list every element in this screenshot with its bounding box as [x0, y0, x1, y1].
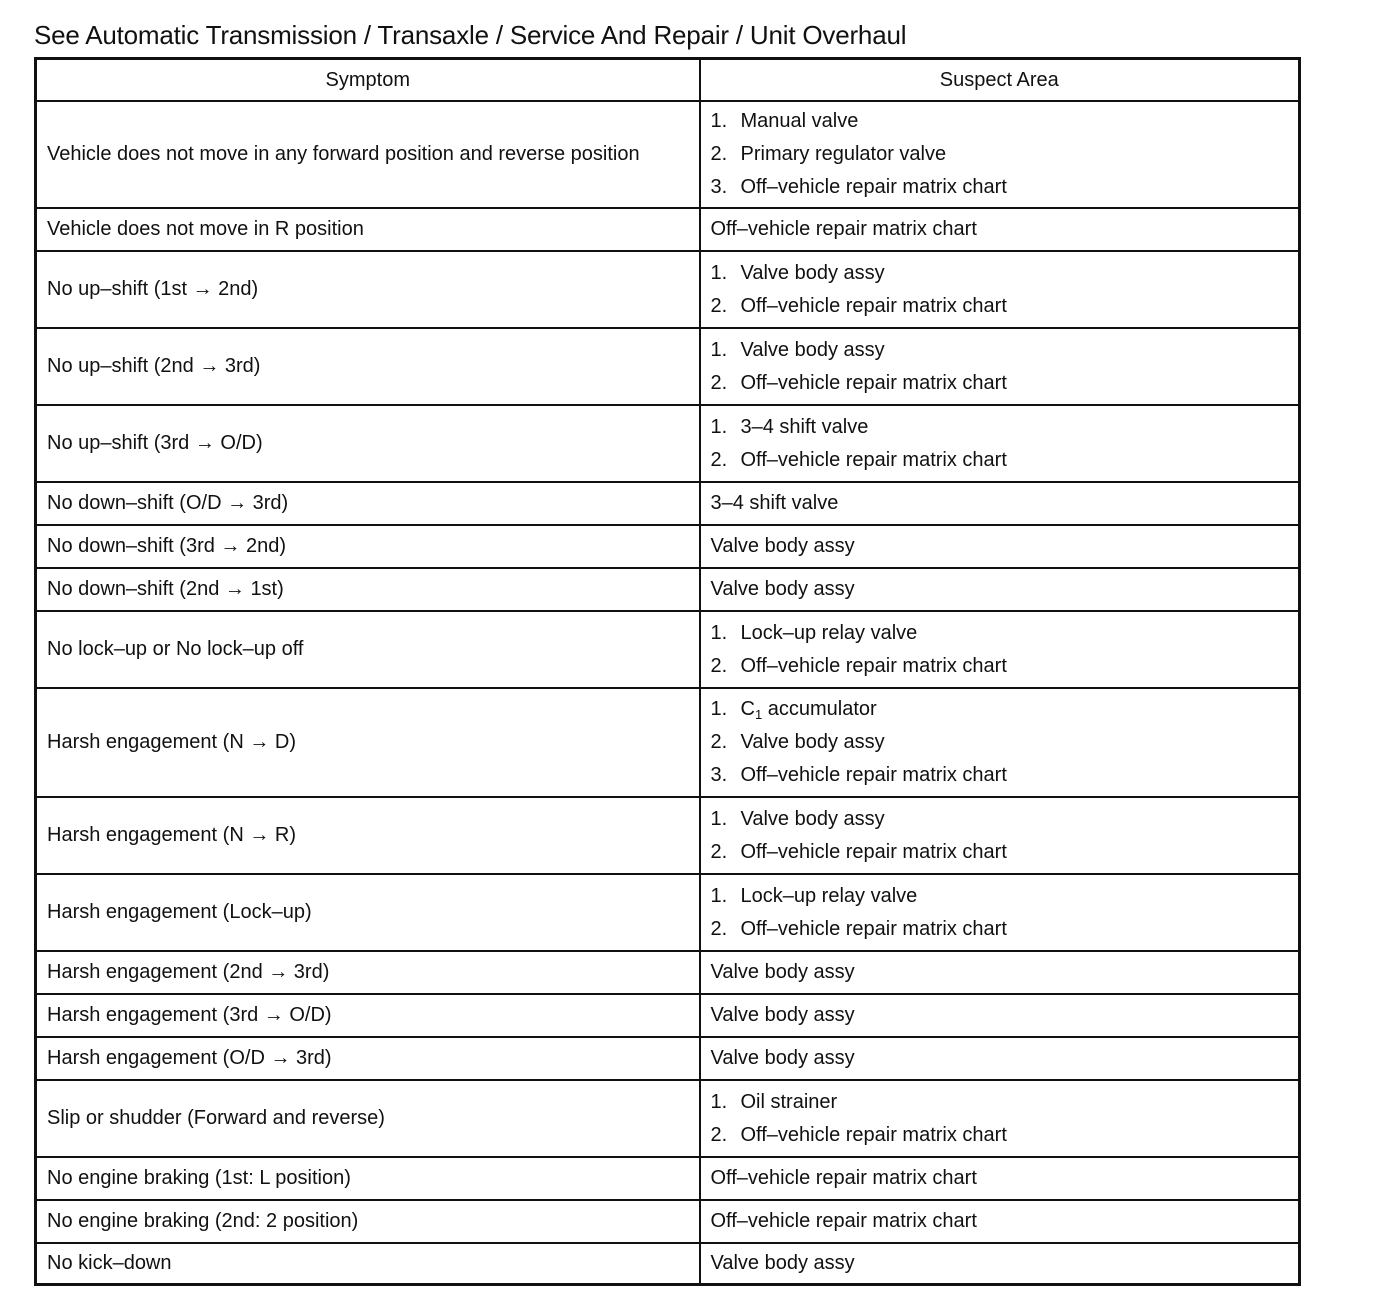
table-row — [36, 208, 1300, 251]
suspect-area-cell — [700, 951, 1300, 994]
suspect-area-item — [711, 1247, 1289, 1280]
item-number: 2. — [710, 654, 728, 677]
table-row — [36, 405, 1300, 482]
item-number: 2. — [710, 448, 728, 471]
symptom-cell: No engine braking (2nd: 2 position) — [36, 1200, 700, 1243]
item-text: C — [740, 698, 755, 720]
item-number: 1. — [710, 884, 728, 907]
table-row — [36, 1157, 1300, 1200]
symptom-cell: Harsh engagement (N → R) — [36, 797, 700, 874]
suspect-area-item — [711, 1086, 1289, 1119]
suspect-area-list — [711, 803, 1289, 869]
table-row — [36, 525, 1300, 568]
suspect-area-cell — [700, 874, 1300, 951]
symptom-cell: Harsh engagement (Lock–up) — [36, 874, 700, 951]
item-text: Off–vehicle repair matrix chart — [710, 1167, 977, 1189]
suspect-area-list — [711, 411, 1289, 477]
suspect-area-cell — [700, 482, 1300, 525]
symptom-cell: Slip or shudder (Forward and reverse) — [36, 1080, 700, 1157]
item-number: 1. — [710, 415, 728, 438]
suspect-area-item — [711, 444, 1289, 477]
item-text: Valve body assy — [740, 338, 885, 361]
suspect-area-cell — [700, 101, 1300, 208]
item-text: Off–vehicle repair matrix chart — [740, 840, 1007, 863]
item-text: Off–vehicle repair matrix chart — [740, 1123, 1007, 1146]
item-number: 2. — [710, 840, 728, 863]
table-row — [36, 101, 1300, 208]
table-row — [36, 1037, 1300, 1080]
suspect-area-cell — [700, 1037, 1300, 1080]
suspect-area-item — [711, 573, 1289, 606]
table-body — [36, 101, 1300, 1284]
suspect-area-item — [711, 138, 1289, 171]
table-row — [36, 328, 1300, 405]
suspect-area-cell — [700, 405, 1300, 482]
item-number: 1. — [710, 338, 728, 361]
suspect-area-item — [711, 1119, 1289, 1152]
item-text: Valve body assy — [710, 1251, 855, 1274]
suspect-area-list — [711, 487, 1289, 520]
table-row — [36, 951, 1300, 994]
suspect-area-cell — [700, 568, 1300, 611]
suspect-area-item — [711, 650, 1289, 683]
item-text: Off–vehicle repair matrix chart — [740, 371, 1007, 394]
symptom-table — [34, 57, 1301, 1286]
item-text: 3–4 shift valve — [710, 492, 839, 514]
suspect-area-cell — [700, 797, 1300, 874]
item-text: Off–vehicle repair matrix chart — [740, 764, 1007, 786]
table-row — [36, 482, 1300, 525]
suspect-area-item — [711, 1205, 1289, 1238]
item-number: 1. — [710, 110, 728, 132]
symptom-cell: Harsh engagement (O/D → 3rd) — [36, 1037, 700, 1080]
item-number: 1. — [710, 621, 728, 644]
suspect-area-item — [711, 213, 1289, 246]
suspect-area-list — [711, 999, 1289, 1032]
item-number: 2. — [710, 731, 728, 753]
suspect-area-item — [711, 530, 1289, 563]
suspect-area-list — [711, 1247, 1289, 1280]
item-text: Off–vehicle repair matrix chart — [740, 654, 1007, 677]
suspect-area-item — [711, 487, 1289, 520]
symptom-cell: Harsh engagement (N → D) — [36, 688, 700, 797]
table-row — [36, 797, 1300, 874]
suspect-area-list — [711, 334, 1289, 400]
suspect-area-cell — [700, 688, 1300, 797]
item-text: 3–4 shift valve — [740, 415, 869, 438]
suspect-area-item — [711, 257, 1289, 290]
suspect-area-item — [711, 803, 1289, 836]
item-text: Oil strainer — [740, 1090, 838, 1113]
symptom-cell: No down–shift (3rd → 2nd) — [36, 525, 700, 568]
item-number: 2. — [710, 917, 728, 940]
table-row — [36, 688, 1300, 797]
suspect-area-item — [711, 693, 1289, 726]
item-number: 3. — [710, 176, 728, 198]
table-row — [36, 994, 1300, 1037]
suspect-area-list — [711, 617, 1289, 683]
suspect-area-item — [711, 999, 1289, 1032]
symptom-cell: No down–shift (O/D → 3rd) — [36, 482, 700, 525]
table-row — [36, 251, 1300, 328]
symptom-cell: No up–shift (3rd → O/D) — [36, 405, 700, 482]
suspect-area-item — [711, 105, 1289, 138]
item-text: Valve body assy — [710, 961, 855, 983]
suspect-area-cell — [700, 208, 1300, 251]
table-row — [36, 1243, 1300, 1284]
suspect-area-list — [711, 1205, 1289, 1238]
item-text: Off–vehicle repair matrix chart — [710, 218, 977, 240]
table-row — [36, 874, 1300, 951]
symptom-cell: No lock–up or No lock–up off — [36, 611, 700, 688]
symptom-cell: Vehicle does not move in R position — [36, 208, 700, 251]
suspect-area-item — [711, 836, 1289, 869]
suspect-area-item — [711, 617, 1289, 650]
item-number: 1. — [710, 261, 728, 284]
symptom-cell: Harsh engagement (2nd → 3rd) — [36, 951, 700, 994]
suspect-area-cell — [700, 1080, 1300, 1157]
suspect-area-cell — [700, 1157, 1300, 1200]
suspect-area-item — [711, 1162, 1289, 1195]
item-text: Off–vehicle repair matrix chart — [710, 1210, 977, 1232]
symptom-cell: Vehicle does not move in any forward position and reverse position — [36, 101, 700, 208]
suspect-area-item — [711, 956, 1289, 989]
symptom-cell: No kick–down — [36, 1243, 700, 1284]
table-row — [36, 1200, 1300, 1243]
item-number: 1. — [710, 807, 728, 830]
item-text: Lock–up relay valve — [740, 621, 918, 644]
symptom-cell: No up–shift (2nd → 3rd) — [36, 328, 700, 405]
suspect-area-item — [711, 171, 1289, 204]
suspect-area-cell — [700, 1243, 1300, 1284]
suspect-area-list — [711, 530, 1289, 563]
page-heading: See Automatic Transmission / Transaxle / Service And Repair / Unit Overhaul — [34, 20, 907, 50]
suspect-area-item — [711, 411, 1289, 444]
suspect-area-item — [711, 290, 1289, 323]
suspect-area-list — [711, 1162, 1289, 1195]
suspect-area-cell — [700, 611, 1300, 688]
suspect-area-list — [711, 573, 1289, 606]
suspect-area-item — [711, 913, 1289, 946]
suspect-area-list — [711, 956, 1289, 989]
suspect-area-list — [711, 213, 1289, 246]
suspect-area-item — [711, 726, 1289, 759]
item-subscript: 1 — [754, 707, 763, 722]
suspect-area-item — [711, 334, 1289, 367]
item-text: Valve body assy — [710, 1047, 855, 1069]
suspect-area-column-header: Suspect Area — [700, 59, 1300, 102]
suspect-area-list — [711, 105, 1289, 204]
suspect-area-cell — [700, 525, 1300, 568]
suspect-area-item — [711, 880, 1289, 913]
suspect-area-list — [711, 257, 1289, 323]
symptom-column-header: Symptom — [36, 59, 700, 102]
symptom-cell: Harsh engagement (3rd → O/D) — [36, 994, 700, 1037]
suspect-area-item — [711, 1042, 1289, 1075]
item-text: Valve body assy — [740, 261, 885, 284]
suspect-area-list — [711, 880, 1289, 946]
item-number: 1. — [710, 698, 728, 720]
item-text: Valve body assy — [710, 578, 855, 600]
item-text: Lock–up relay valve — [740, 884, 918, 907]
item-text-suffix: accumulator — [762, 698, 877, 720]
item-text: Valve body assy — [740, 807, 885, 830]
item-number: 2. — [710, 294, 728, 317]
item-text: Valve body assy — [710, 1004, 855, 1026]
suspect-area-item — [711, 367, 1289, 400]
suspect-area-list — [711, 693, 1289, 792]
suspect-area-list — [711, 1086, 1289, 1152]
suspect-area-cell — [700, 328, 1300, 405]
symptom-cell: No engine braking (1st: L position) — [36, 1157, 700, 1200]
item-text: Manual valve — [740, 110, 859, 132]
table-header-row — [36, 59, 1300, 102]
item-number: 3. — [710, 764, 728, 786]
table-row — [36, 1080, 1300, 1157]
table-row — [36, 611, 1300, 688]
item-number: 2. — [710, 1123, 728, 1146]
item-text: Valve body assy — [710, 535, 855, 557]
suspect-area-list — [711, 1042, 1289, 1075]
suspect-area-cell — [700, 251, 1300, 328]
item-number: 2. — [710, 371, 728, 394]
symptom-cell: No down–shift (2nd → 1st) — [36, 568, 700, 611]
item-number: 2. — [710, 143, 728, 165]
item-number: 1. — [710, 1090, 728, 1113]
suspect-area-cell — [700, 1200, 1300, 1243]
suspect-area-item — [711, 759, 1289, 792]
suspect-area-cell — [700, 994, 1300, 1037]
table-row — [36, 568, 1300, 611]
item-text: Off–vehicle repair matrix chart — [740, 176, 1007, 198]
symptom-cell: No up–shift (1st → 2nd) — [36, 251, 700, 328]
item-text: Off–vehicle repair matrix chart — [740, 294, 1007, 317]
item-text: Valve body assy — [740, 731, 885, 753]
item-text: Off–vehicle repair matrix chart — [740, 448, 1007, 471]
item-text: Off–vehicle repair matrix chart — [740, 917, 1007, 940]
item-text: Primary regulator valve — [740, 143, 947, 165]
